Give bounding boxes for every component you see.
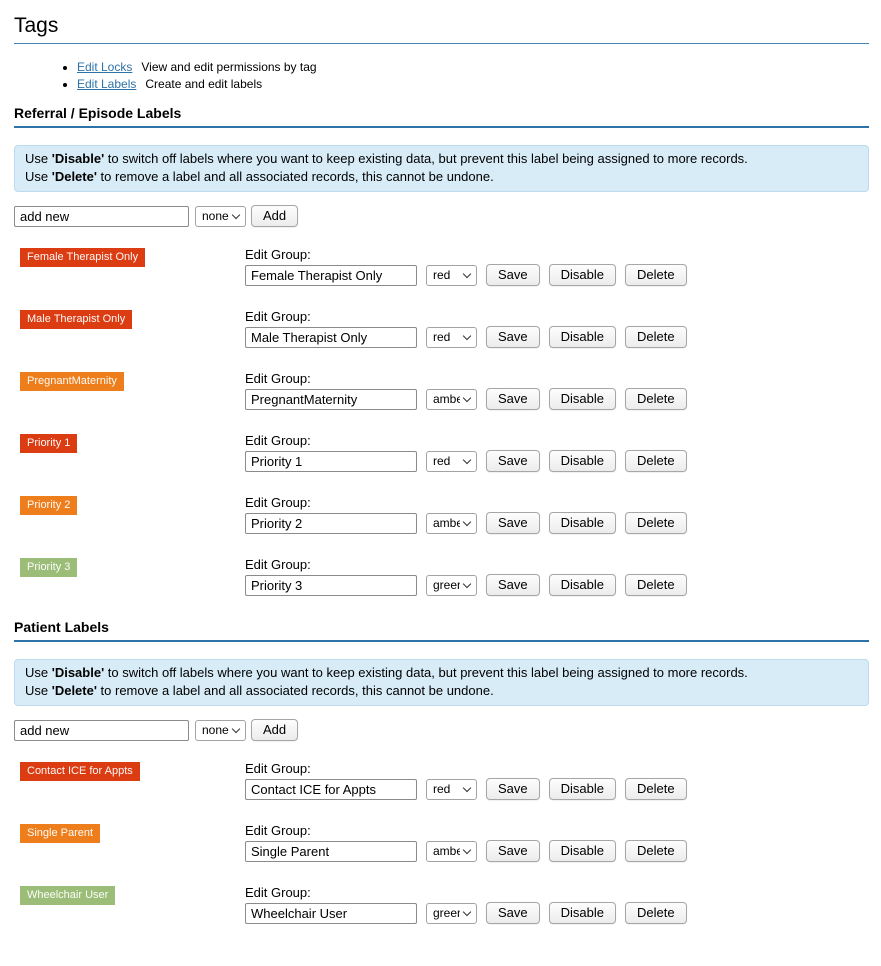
- disable-button[interactable]: Disable: [549, 388, 616, 410]
- notice-bold-disable: 'Disable': [51, 665, 105, 680]
- add-button[interactable]: Add: [251, 719, 298, 741]
- notice-bold-disable: 'Disable': [51, 151, 105, 166]
- label-row-left: [14, 371, 245, 391]
- color-select[interactable]: [426, 779, 477, 800]
- page-title: Tags: [14, 14, 59, 37]
- edit-group-label: Edit Group:: [245, 823, 311, 838]
- disable-button[interactable]: Disable: [549, 264, 616, 286]
- label-row-right: [245, 823, 869, 862]
- notice-text: to remove a label and all associated records, this cannot be undone.: [96, 683, 494, 698]
- disable-button[interactable]: Disable: [549, 450, 616, 472]
- color-select-wrap: [426, 841, 477, 862]
- add-color-select[interactable]: [195, 720, 246, 741]
- edit-group-label: Edit Group:: [245, 885, 311, 900]
- notice-line-disable: [25, 664, 858, 682]
- delete-button[interactable]: Delete: [625, 450, 687, 472]
- label-row-controls: [245, 840, 869, 862]
- add-new-input[interactable]: [14, 720, 189, 741]
- label-row-controls: [245, 326, 869, 348]
- color-select-wrap: [426, 389, 477, 410]
- color-select[interactable]: [426, 903, 477, 924]
- edit-group-label: Edit Group:: [245, 761, 311, 776]
- color-select[interactable]: [426, 841, 477, 862]
- edit-locks-description: View and edit permissions by tag: [141, 60, 317, 74]
- label-row-right: [245, 495, 869, 534]
- tag-chip: Priority 1: [20, 434, 77, 453]
- label-row-controls: [245, 512, 869, 534]
- disable-button[interactable]: Disable: [549, 326, 616, 348]
- label-row-right: [245, 885, 869, 924]
- disable-button[interactable]: Disable: [549, 902, 616, 924]
- notice-text: Use: [25, 683, 52, 698]
- add-color-select-wrap: [195, 206, 246, 227]
- section-heading: Patient Labels: [14, 619, 869, 642]
- title-rule: [14, 43, 869, 44]
- section-heading: Referral / Episode Labels: [14, 105, 869, 128]
- notice-line-delete: [25, 682, 858, 700]
- label-row-controls: [245, 388, 869, 410]
- disable-button[interactable]: Disable: [549, 840, 616, 862]
- label-row-controls: [245, 574, 869, 596]
- label-row-right: [245, 247, 869, 286]
- notice-text: to switch off labels where you want to keep existing data, but prevent this label being assigned to more records.: [104, 665, 748, 680]
- save-button[interactable]: Save: [486, 326, 540, 348]
- label-row: [14, 495, 869, 534]
- add-color-select[interactable]: [195, 206, 246, 227]
- delete-button[interactable]: Delete: [625, 512, 687, 534]
- edit-locks-link[interactable]: Edit Locks: [77, 60, 133, 74]
- label-row: [14, 823, 869, 862]
- notice-text: Use: [25, 169, 52, 184]
- tag-chip: Priority 3: [20, 558, 77, 577]
- label-row-right: [245, 557, 869, 596]
- add-color-select-wrap: [195, 720, 246, 741]
- label-row: [14, 761, 869, 800]
- add-new-input[interactable]: [14, 206, 189, 227]
- label-row-controls: [245, 902, 869, 924]
- notice-line-disable: [25, 150, 858, 168]
- label-name-input[interactable]: [245, 841, 417, 862]
- color-select[interactable]: [426, 513, 477, 534]
- color-select[interactable]: [426, 327, 477, 348]
- label-name-input[interactable]: [245, 779, 417, 800]
- label-row-controls: [245, 450, 869, 472]
- edit-group-label: Edit Group:: [245, 433, 311, 448]
- notice-text: to switch off labels where you want to keep existing data, but prevent this label being assigned to more records.: [104, 151, 748, 166]
- label-row: [14, 371, 869, 410]
- tag-chip: Priority 2: [20, 496, 77, 515]
- label-name-input[interactable]: [245, 389, 417, 410]
- list-item: [77, 77, 869, 91]
- color-select-wrap: [426, 265, 477, 286]
- label-row-left: [14, 885, 245, 905]
- label-row-right: [245, 371, 869, 410]
- delete-button[interactable]: Delete: [625, 778, 687, 800]
- color-select-wrap: [426, 513, 477, 534]
- color-select[interactable]: [426, 265, 477, 286]
- save-button[interactable]: Save: [486, 450, 540, 472]
- edit-group-label: Edit Group:: [245, 371, 311, 386]
- edit-labels-description: Create and edit labels: [145, 77, 263, 91]
- delete-button[interactable]: Delete: [625, 840, 687, 862]
- save-button[interactable]: Save: [486, 778, 540, 800]
- label-row-left: [14, 761, 245, 781]
- label-row-left: [14, 557, 245, 577]
- tag-chip: Contact ICE for Appts: [20, 762, 140, 781]
- label-row: [14, 433, 869, 472]
- label-row-right: [245, 433, 869, 472]
- disable-button[interactable]: Disable: [549, 778, 616, 800]
- notice-box: [14, 659, 869, 706]
- label-name-input[interactable]: [245, 513, 417, 534]
- sections: [14, 105, 869, 924]
- label-row: [14, 885, 869, 924]
- nav-list: [14, 60, 869, 91]
- save-button[interactable]: Save: [486, 840, 540, 862]
- color-select-wrap: [426, 327, 477, 348]
- page: [14, 14, 869, 924]
- label-name-input[interactable]: [245, 451, 417, 472]
- label-row-left: [14, 433, 245, 453]
- color-select-wrap: [426, 575, 477, 596]
- delete-button[interactable]: Delete: [625, 326, 687, 348]
- label-rows: [14, 761, 869, 924]
- save-button[interactable]: Save: [486, 388, 540, 410]
- label-row: [14, 557, 869, 596]
- tag-chip: Male Therapist Only: [20, 310, 132, 329]
- edit-group-label: Edit Group:: [245, 309, 311, 324]
- label-row-left: [14, 309, 245, 329]
- delete-button[interactable]: Delete: [625, 902, 687, 924]
- label-row-right: [245, 309, 869, 348]
- label-row-right: [245, 761, 869, 800]
- tag-chip: PregnantMaternity: [20, 372, 124, 391]
- notice-text: Use: [25, 665, 52, 680]
- edit-group-label: Edit Group:: [245, 247, 311, 262]
- label-section: [14, 619, 869, 924]
- label-row-left: [14, 495, 245, 515]
- label-name-input[interactable]: [245, 265, 417, 286]
- notice-line-delete: [25, 168, 858, 186]
- color-select[interactable]: [426, 575, 477, 596]
- notice-bold-delete: 'Delete': [51, 169, 97, 184]
- notice-bold-delete: 'Delete': [51, 683, 97, 698]
- edit-group-label: Edit Group:: [245, 495, 311, 510]
- delete-button[interactable]: Delete: [625, 574, 687, 596]
- notice-text: Use: [25, 151, 52, 166]
- color-select[interactable]: [426, 451, 477, 472]
- list-item: [77, 60, 869, 74]
- notice-box: [14, 145, 869, 192]
- notice-text: to remove a label and all associated records, this cannot be undone.: [96, 169, 494, 184]
- label-rows: [14, 247, 869, 596]
- label-row-left: [14, 247, 245, 267]
- color-select-wrap: [426, 903, 477, 924]
- label-section: [14, 105, 869, 596]
- color-select-wrap: [426, 779, 477, 800]
- tag-chip: Single Parent: [20, 824, 100, 843]
- label-row-controls: [245, 778, 869, 800]
- color-select[interactable]: [426, 389, 477, 410]
- disable-button[interactable]: Disable: [549, 512, 616, 534]
- label-name-input[interactable]: [245, 327, 417, 348]
- save-button[interactable]: Save: [486, 512, 540, 534]
- edit-labels-link[interactable]: Edit Labels: [77, 77, 137, 91]
- label-row-left: [14, 823, 245, 843]
- add-button[interactable]: Add: [251, 205, 298, 227]
- delete-button[interactable]: Delete: [625, 388, 687, 410]
- save-button[interactable]: Save: [486, 902, 540, 924]
- delete-button[interactable]: Delete: [625, 264, 687, 286]
- add-label-form: [14, 719, 869, 741]
- label-row: [14, 309, 869, 348]
- label-row: [14, 247, 869, 286]
- edit-group-label: Edit Group:: [245, 557, 311, 572]
- disable-button[interactable]: Disable: [549, 574, 616, 596]
- label-name-input[interactable]: [245, 575, 417, 596]
- save-button[interactable]: Save: [486, 574, 540, 596]
- label-row-controls: [245, 264, 869, 286]
- tag-chip: Wheelchair User: [20, 886, 115, 905]
- add-label-form: [14, 205, 869, 227]
- tag-chip: Female Therapist Only: [20, 248, 145, 267]
- label-name-input[interactable]: [245, 903, 417, 924]
- color-select-wrap: [426, 451, 477, 472]
- save-button[interactable]: Save: [486, 264, 540, 286]
